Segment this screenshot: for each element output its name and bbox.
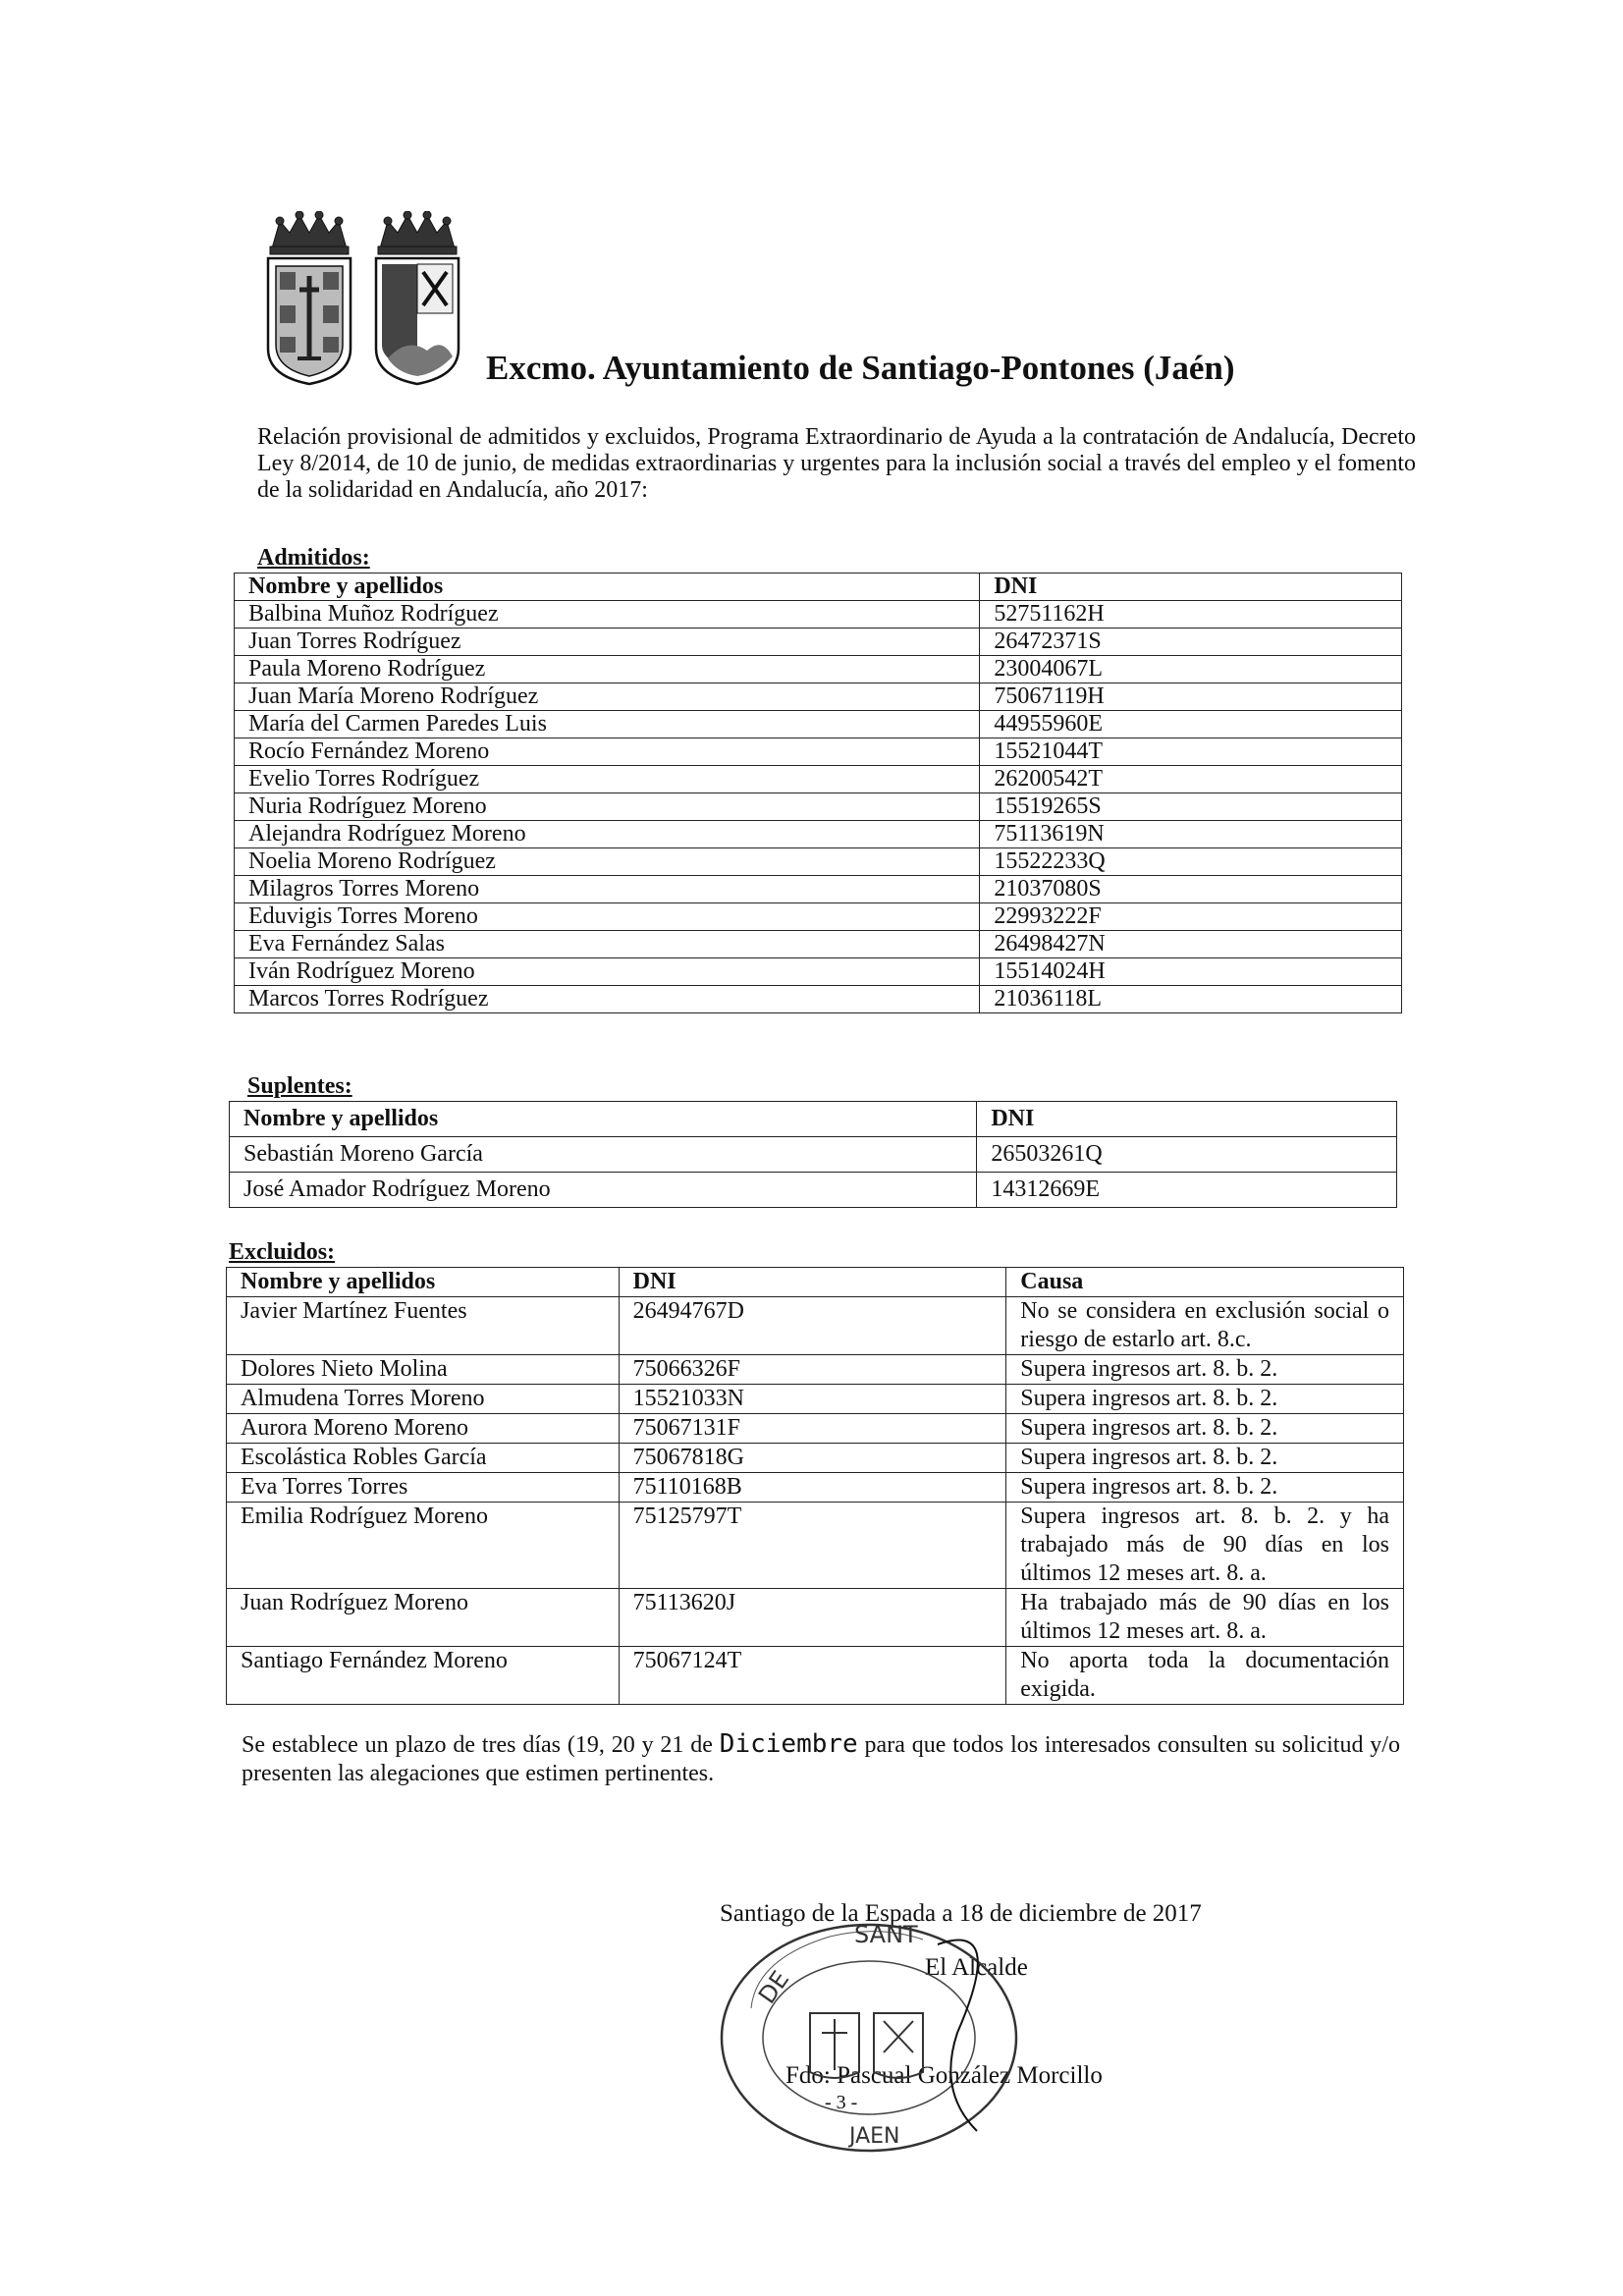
cell-dni: 14312669E [977,1173,1397,1208]
closing-paragraph [242,1730,1400,1788]
cell-name: Balbina Muñoz Rodríguez [235,601,980,629]
cell-dni: 26503261Q [977,1137,1397,1173]
table-row [235,738,1402,766]
signer-name: Fdo: Pascual González Morcillo [785,2062,1103,2089]
cell-dni: 75125797T [619,1503,1006,1589]
cell-name: Iván Rodríguez Moreno [235,958,980,986]
signer-role: El Alcalde [925,1954,1028,1981]
table-header-row [235,574,1402,601]
cell-name: Juan María Moreno Rodríguez [235,683,980,711]
cell-causa: No se considera en exclusión social o riesgo de estarlo art. 8.c. [1006,1297,1404,1355]
stamp-jaen: JAEN [849,2124,900,2149]
cell-dni: 15522233Q [980,848,1402,876]
table-row [235,958,1402,986]
cell-name: Escolástica Robles García [227,1444,620,1473]
table-row [235,903,1402,931]
coat-of-arms-logos [260,211,471,393]
table-row [227,1385,1404,1414]
cell-dni: 52751162H [980,601,1402,629]
handwritten-month: Diciembre [719,1729,858,1759]
cell-dni: 26498427N [980,931,1402,958]
cell-causa: Supera ingresos art. 8. b. 2. [1006,1385,1404,1414]
table-header-row [227,1268,1404,1297]
cell-dni: 75110168B [619,1473,1006,1503]
column-header-dni: DNI [977,1102,1397,1137]
cell-name: Santiago Fernández Moreno [227,1647,620,1705]
column-header-name: Nombre y apellidos [235,574,980,601]
cell-dni: 21036118L [980,986,1402,1013]
cell-causa: No aporta toda la documentación exigida. [1006,1647,1404,1705]
cell-dni: 75067131F [619,1414,1006,1444]
cell-causa: Supera ingresos art. 8. b. 2. [1006,1414,1404,1444]
cell-dni: 15521044T [980,738,1402,766]
table-row [230,1137,1397,1173]
table-row [235,711,1402,738]
cell-name: Rocío Fernández Moreno [235,738,980,766]
cell-dni: 15514024H [980,958,1402,986]
table-row [227,1355,1404,1385]
cell-dni: 15521033N [619,1385,1006,1414]
cell-name: Marcos Torres Rodríguez [235,986,980,1013]
column-header-causa: Causa [1006,1268,1404,1297]
cell-dni: 75113619N [980,821,1402,848]
cell-name: Evelio Torres Rodríguez [235,766,980,793]
cell-dni: 23004067L [980,656,1402,683]
closing-text-before: Se establece un plazo de tres días (19, 20 y 21 de [242,1732,720,1758]
cell-name: Eva Torres Torres [227,1473,620,1503]
page-number: - 3 - [825,2092,858,2113]
column-header-dni: DNI [619,1268,1006,1297]
cell-name: Nuria Rodríguez Moreno [235,793,980,821]
cell-name: Alejandra Rodríguez Moreno [235,821,980,848]
cell-name: Juan Torres Rodríguez [235,629,980,656]
cell-dni: 75067119H [980,683,1402,711]
cell-causa: Ha trabajado más de 90 días en los últimos 12 meses art. 8. a. [1006,1589,1404,1647]
cell-name: Almudena Torres Moreno [227,1385,620,1414]
official-stamp [712,1915,1026,2160]
table-row [235,629,1402,656]
suplentes-label: Suplentes: [247,1073,352,1099]
cell-causa: Supera ingresos art. 8. b. 2. [1006,1444,1404,1473]
table-row [227,1444,1404,1473]
cell-dni: 75113620J [619,1589,1006,1647]
table-row [235,986,1402,1013]
excluidos-table [226,1267,1404,1705]
excluidos-label: Excluidos: [229,1239,336,1265]
table-row [235,821,1402,848]
column-header-dni: DNI [980,574,1402,601]
cell-dni: 75066326F [619,1355,1006,1385]
cell-dni: 44955960E [980,711,1402,738]
admitidos-label: Admitidos: [257,545,370,571]
cell-dni: 75067818G [619,1444,1006,1473]
table-row [227,1647,1404,1705]
table-row [235,793,1402,821]
table-row [235,601,1402,629]
cell-dni: 22993222F [980,903,1402,931]
cell-dni: 26200542T [980,766,1402,793]
cell-causa: Supera ingresos art. 8. b. 2. [1006,1355,1404,1385]
cell-dni: 75067124T [619,1647,1006,1705]
cell-name: Eduvigis Torres Moreno [235,903,980,931]
table-row [235,848,1402,876]
cell-name: Dolores Nieto Molina [227,1355,620,1385]
table-row [235,876,1402,903]
cell-dni: 26472371S [980,629,1402,656]
table-header-row [230,1102,1397,1137]
suplentes-table [229,1101,1397,1208]
table-row [230,1173,1397,1208]
admitidos-table [234,573,1402,1013]
cell-dni: 21037080S [980,876,1402,903]
cell-name: Paula Moreno Rodríguez [235,656,980,683]
cell-dni: 26494767D [619,1297,1006,1355]
cell-causa: Supera ingresos art. 8. b. 2. y ha trabajado más de 90 días en los últimos 12 meses art. 8. a. [1006,1503,1404,1589]
cell-causa: Supera ingresos art. 8. b. 2. [1006,1473,1404,1503]
table-row [227,1503,1404,1589]
cell-dni: 15519265S [980,793,1402,821]
table-row [227,1297,1404,1355]
table-row [235,931,1402,958]
table-row [235,766,1402,793]
svg-text:DE: DE [752,1965,795,2009]
table-row [227,1589,1404,1647]
cell-name: María del Carmen Paredes Luis [235,711,980,738]
column-header-name: Nombre y apellidos [230,1102,977,1137]
table-row [227,1473,1404,1503]
cell-name: Eva Fernández Salas [235,931,980,958]
cell-name: Milagros Torres Moreno [235,876,980,903]
cell-name: Juan Rodríguez Moreno [227,1589,620,1647]
coat-of-arms-icon [260,211,471,388]
intro-paragraph: Relación provisional de admitidos y excluidos, Programa Extraordinario de Ayuda a la contratación de Andalucía, Decreto Ley 8/2014, de 10 de junio, de medidas extraordinarias y urgentes para la inclusión social a través del empleo y el fomento de la solidaridad en Andalucía, año 2017: [257,424,1416,503]
cell-name: Noelia Moreno Rodríguez [235,848,980,876]
cell-name: Emilia Rodríguez Moreno [227,1503,620,1589]
svg-text:SANT: SANT [854,1921,918,1948]
table-row [227,1414,1404,1444]
place-and-date: Santiago de la Espada a 18 de diciembre de 2017 [720,1900,1202,1927]
closing-text-after: para que todos los interesados consulten su solicitud y/o presenten las alegaciones que estimen pertinentes. [242,1732,1400,1786]
cell-name: Javier Martínez Fuentes [227,1297,620,1355]
page-title: Excmo. Ayuntamiento de Santiago-Pontones (Jaén) [486,349,1235,387]
cell-name: José Amador Rodríguez Moreno [230,1173,977,1208]
column-header-name: Nombre y apellidos [227,1268,620,1297]
cell-name: Sebastián Moreno García [230,1137,977,1173]
cell-name: Aurora Moreno Moreno [227,1414,620,1444]
table-row [235,683,1402,711]
table-row [235,656,1402,683]
